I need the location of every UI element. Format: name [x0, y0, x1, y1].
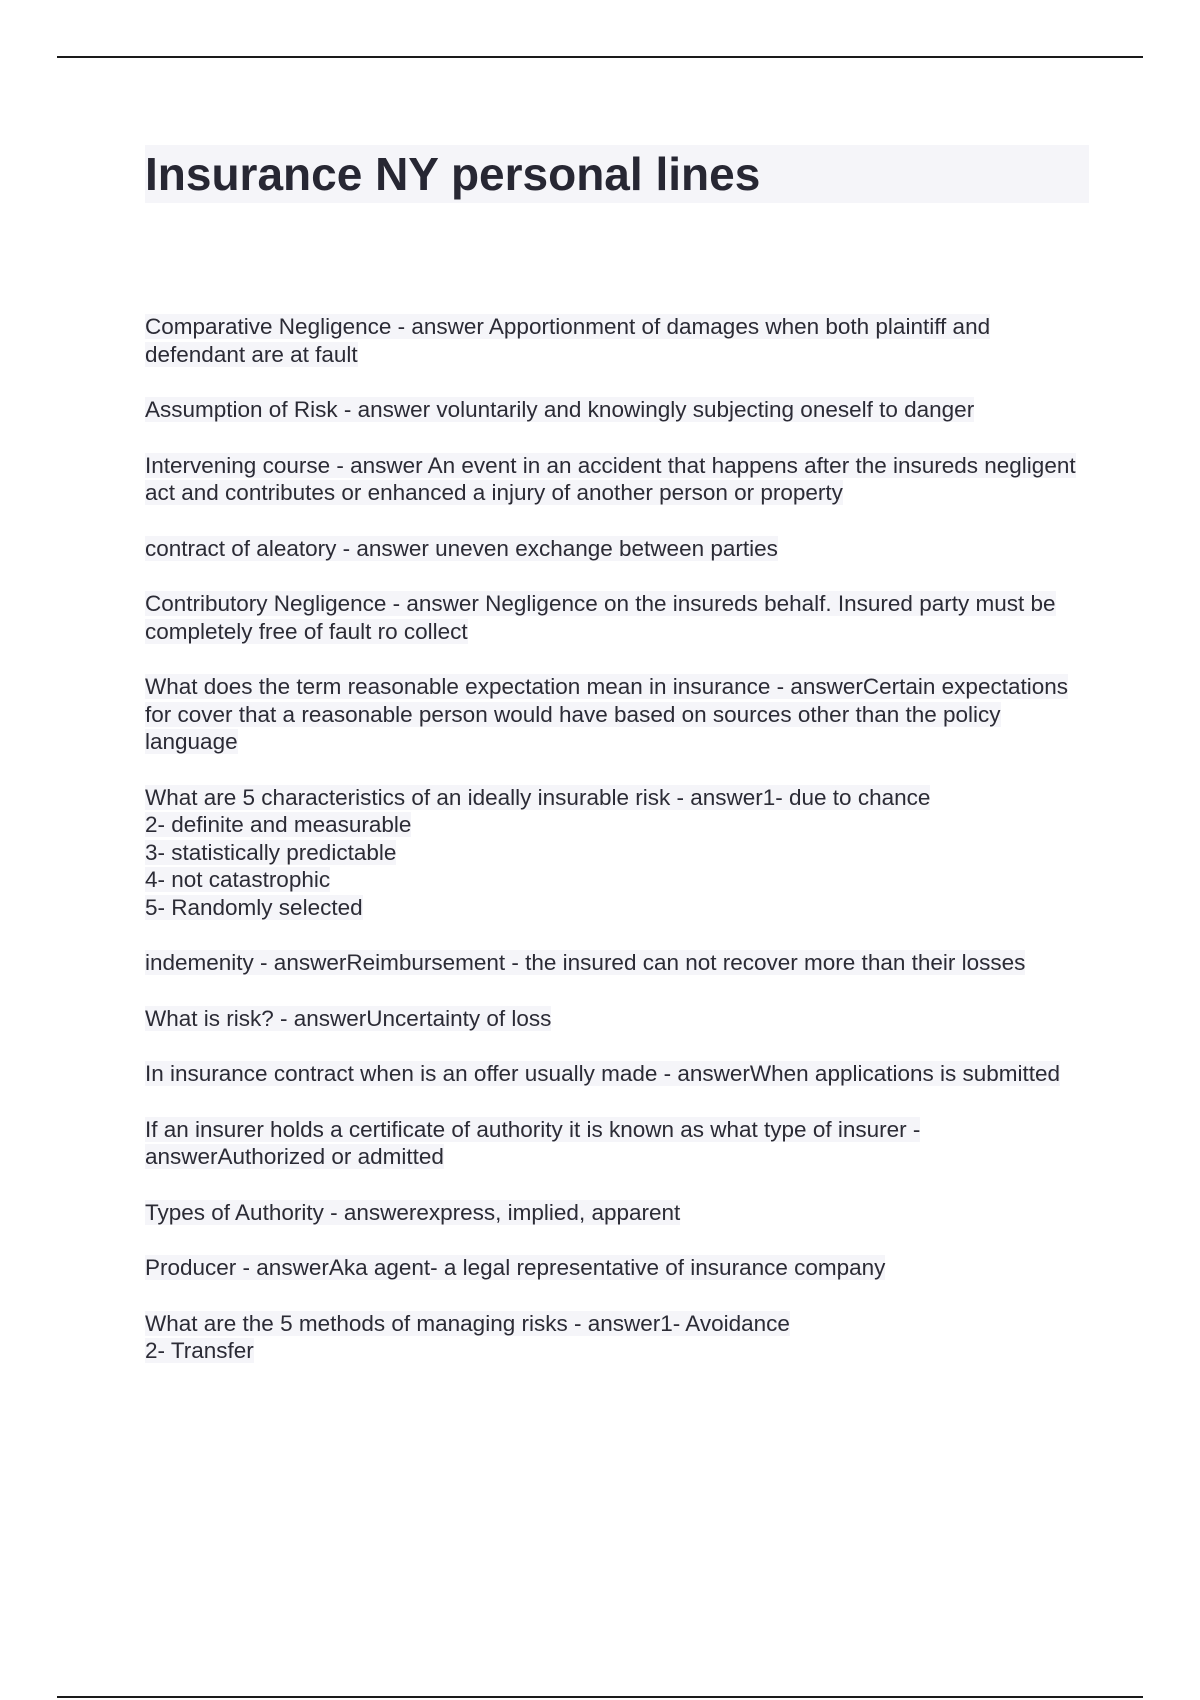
entry-reasonable-expectation: What does the term reasonable expectation mean in insurance - answerCertain expectations for cover that a reasonable person would have based on sources other than the policy language — [145, 674, 1069, 754]
entry-producer: Producer - answerAka agent- a legal representative of insurance company — [145, 1255, 886, 1280]
top-rule — [57, 56, 1143, 58]
entry-insurable-risk-characteristics: What are 5 characteristics of an ideally insurable risk - answer1- due to chance 2- definite and measurable 3- statistically predictable 4- not catastrophic 5- Randomly selected — [145, 784, 931, 920]
entry-contributory-negligence: Contributory Negligence - answer Negligence on the insureds behalf. Insured party must be completely free of fault ro collect — [145, 591, 1056, 644]
entry-intervening-course: Intervening course - answer An event in an accident that happens after the insureds negligent act and contributes or enhanced a injury of another person or property — [145, 452, 1076, 505]
entry-contract-of-aleatory: contract of aleatory - answer uneven exchange between parties — [145, 535, 778, 561]
entry-offer-made: In insurance contract when is an offer usually made - answerWhen applications is submitted — [145, 1061, 1061, 1086]
entry-methods-managing-risks: What are the 5 methods of managing risks - answer1- Avoidance 2- Transfer — [145, 1310, 790, 1363]
entry-types-of-authority: Types of Authority - answerexpress, implied, apparent — [145, 1199, 681, 1225]
entry-indemnity: indemenity - answerReimbursement - the insured can not recover more than their losses — [145, 950, 1026, 975]
entry-certificate-of-authority: If an insurer holds a certificate of authority it is known as what type of insurer - answerAuthorized or admitted — [145, 1116, 921, 1169]
bottom-rule — [57, 1696, 1143, 1698]
entry-assumption-of-risk: Assumption of Risk - answer voluntarily and knowingly subjecting oneself to danger — [145, 397, 975, 422]
entry-list — [145, 313, 1080, 1393]
document-title: Insurance NY personal lines — [145, 145, 1089, 203]
entry-comparative-negligence: Comparative Negligence - answer Apportionment of damages when both plaintiff and defendant are at fault — [145, 314, 991, 367]
entry-what-is-risk: What is risk? - answerUncertainty of loss — [145, 1005, 552, 1031]
